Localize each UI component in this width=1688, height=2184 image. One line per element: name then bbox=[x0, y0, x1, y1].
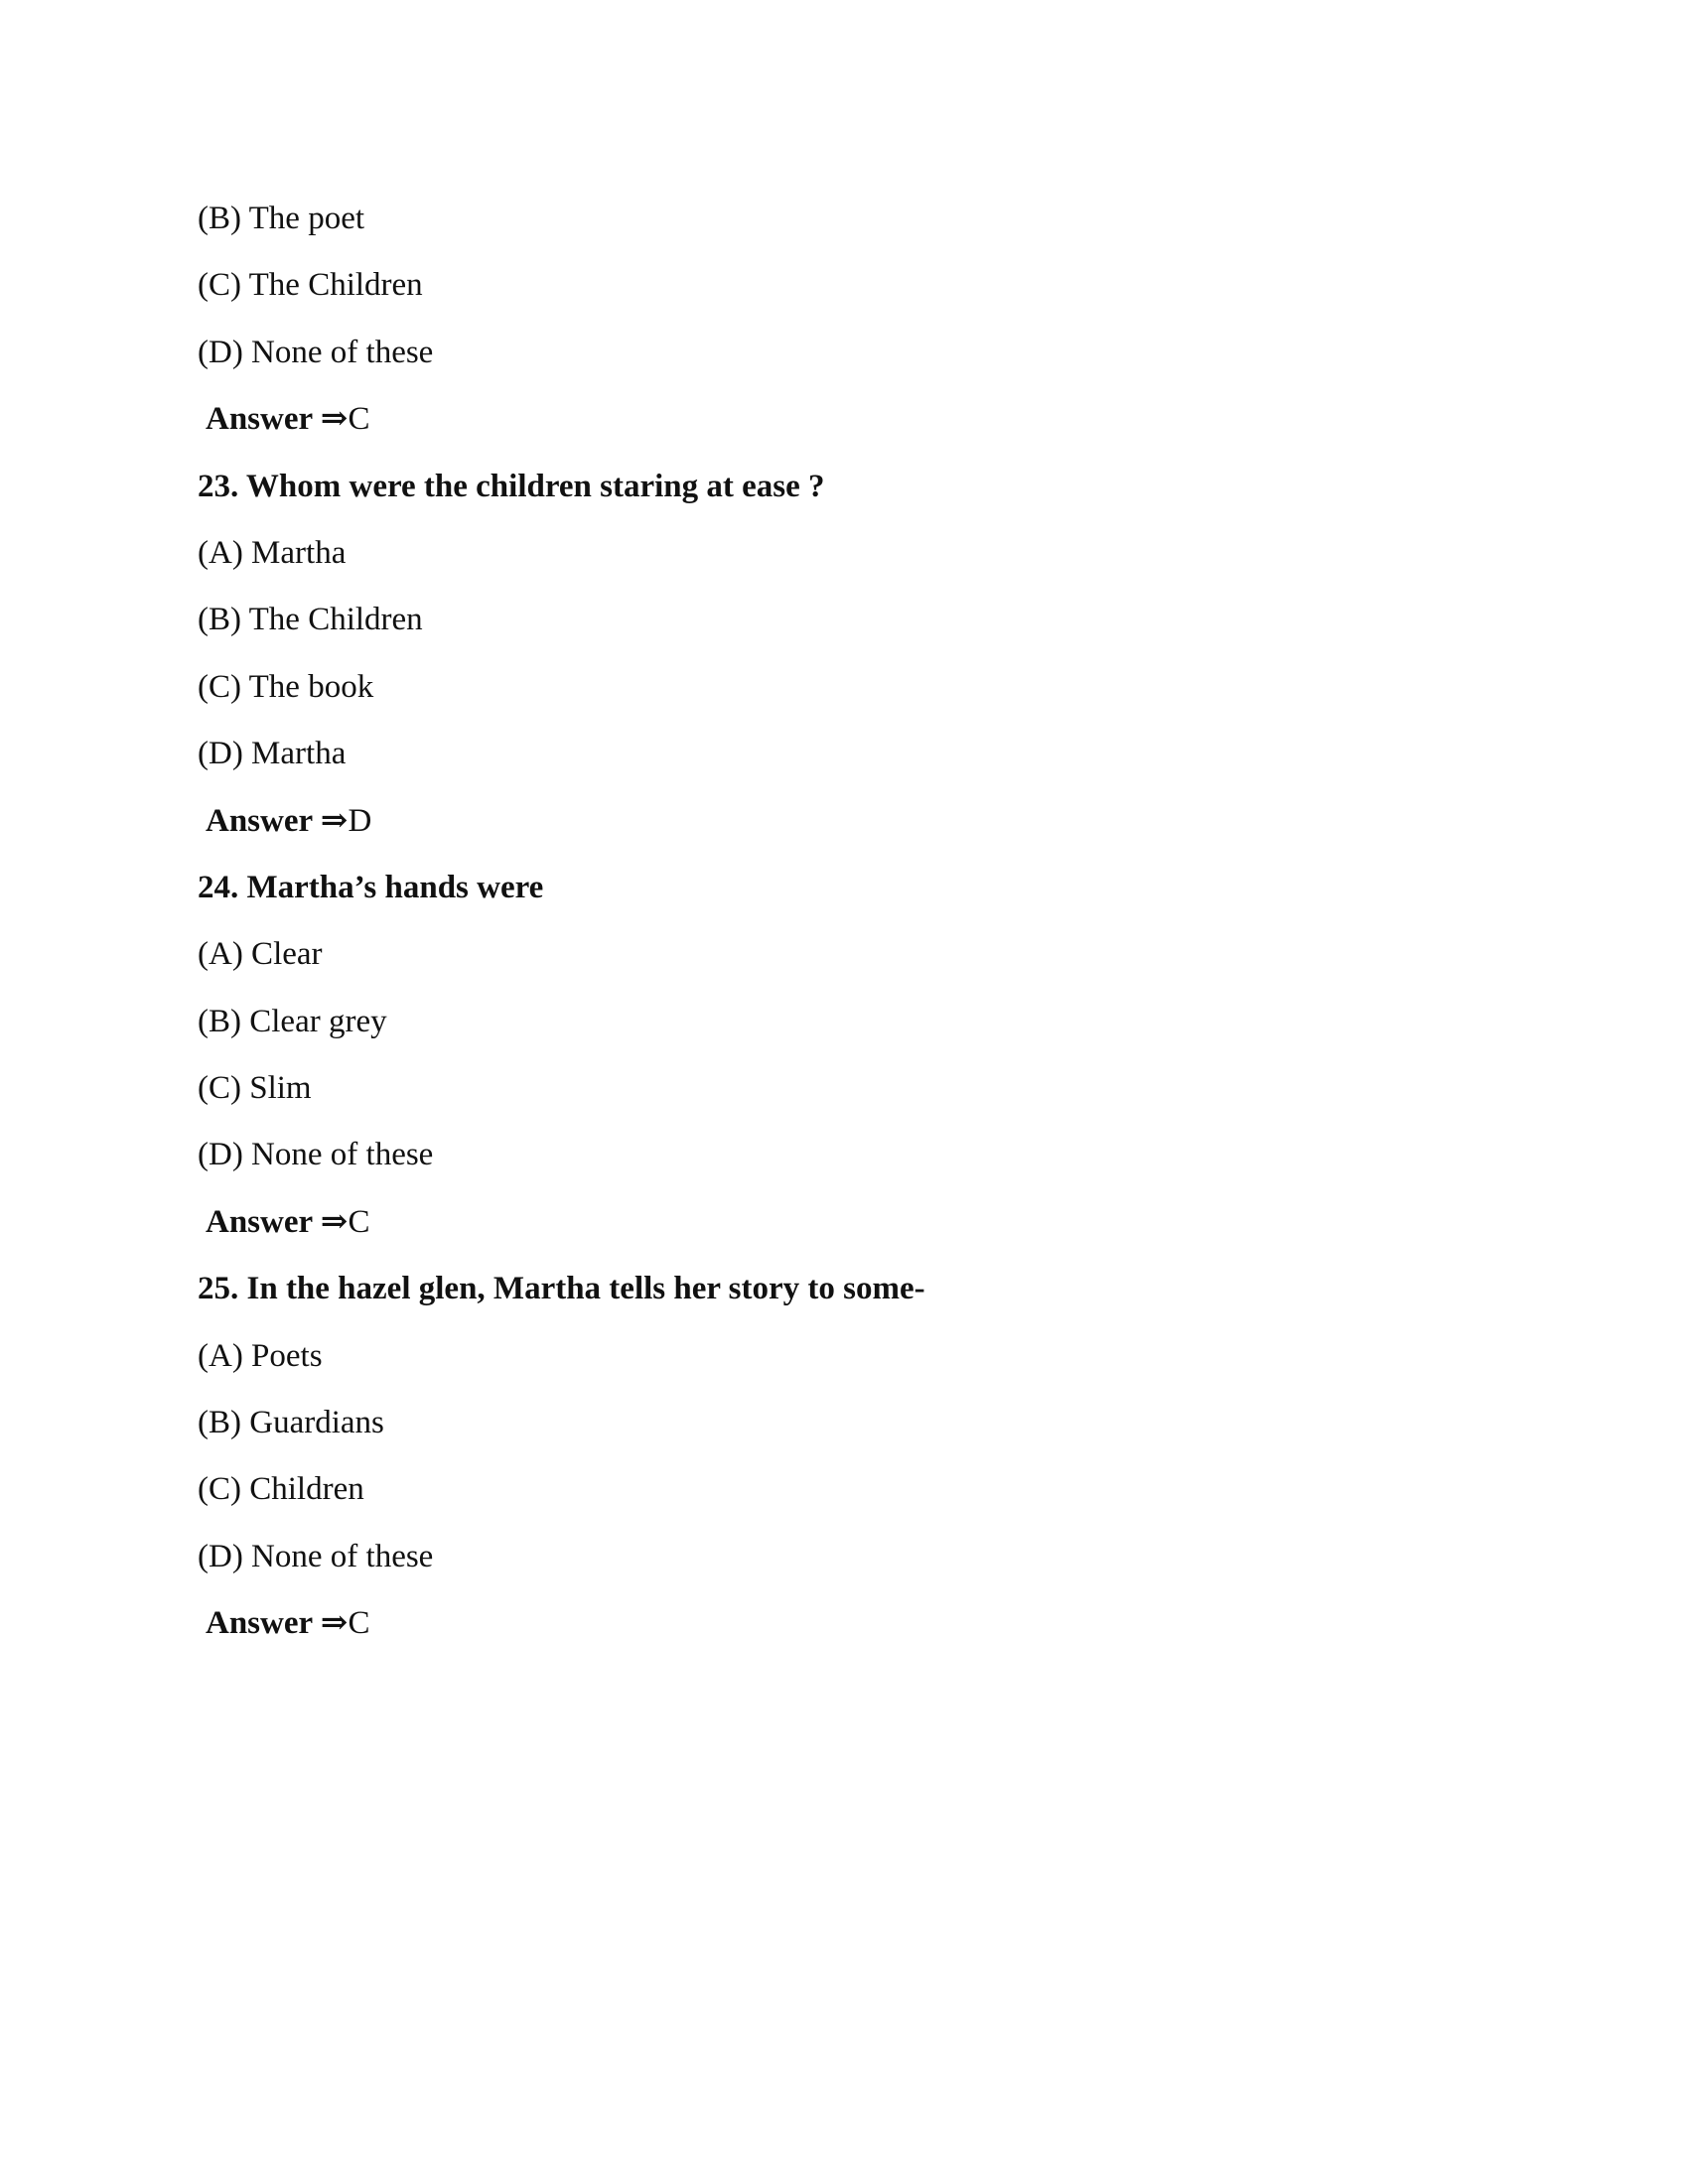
answer-label: Answer ⇒ bbox=[206, 1203, 349, 1240]
question-text: 23. Whom were the children staring at ease ? bbox=[198, 468, 825, 504]
option-text: (C) Slim bbox=[198, 1070, 312, 1107]
option-text: (C) The Children bbox=[198, 267, 423, 304]
answer-line bbox=[198, 1189, 925, 1256]
answer-value: D bbox=[348, 802, 372, 839]
answer-value: C bbox=[348, 401, 370, 438]
document-page bbox=[198, 186, 925, 1658]
option-text: (A) Martha bbox=[198, 534, 347, 571]
option-text: (D) None of these bbox=[198, 1538, 434, 1574]
option-text: (D) None of these bbox=[198, 334, 434, 370]
option-text: (A) Clear bbox=[198, 936, 323, 973]
option-text: (C) The book bbox=[198, 668, 374, 705]
question-text: 25. In the hazel glen, Martha tells her story to some- bbox=[198, 1271, 925, 1307]
option-text: (D) None of these bbox=[198, 1137, 434, 1173]
option-text: (B) Guardians bbox=[198, 1405, 384, 1441]
answer-label: Answer ⇒ bbox=[206, 1605, 349, 1642]
option-text: (B) The poet bbox=[198, 201, 365, 236]
answer-label: Answer ⇒ bbox=[206, 401, 349, 438]
question-text: 24. Martha’s hands were bbox=[198, 869, 544, 905]
option-text: (C) Children bbox=[198, 1471, 364, 1508]
answer-label: Answer ⇒ bbox=[206, 802, 349, 839]
option-text: (D) Martha bbox=[198, 736, 347, 772]
option-text: (B) Clear grey bbox=[198, 1003, 387, 1039]
option-text: (B) The Children bbox=[198, 602, 423, 638]
option-text: (A) Poets bbox=[198, 1337, 323, 1374]
answer-line bbox=[198, 1590, 925, 1657]
answer-line bbox=[198, 788, 925, 855]
answer-value: C bbox=[348, 1203, 370, 1240]
answer-value: C bbox=[348, 1605, 370, 1642]
answer-line bbox=[198, 386, 925, 453]
